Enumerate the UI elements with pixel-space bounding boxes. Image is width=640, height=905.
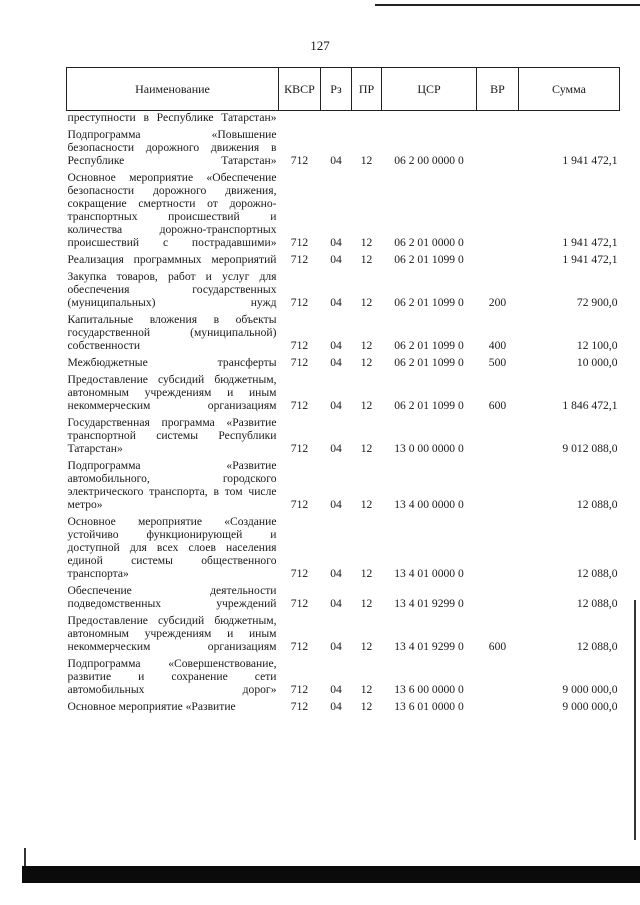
cell-name: Предоставление субсидий бюджетным, автономным учреждениям и иным некоммерческим организациям	[67, 614, 277, 653]
cell-pr: 12	[360, 498, 373, 511]
table-row	[67, 699, 620, 716]
cell-sum: 12 100,0	[576, 339, 618, 352]
cell-pr: 12	[360, 567, 373, 580]
cell-vr	[477, 127, 519, 170]
scan-artifact-right-line	[634, 600, 636, 840]
cell-rz: 04	[330, 442, 342, 455]
cell-name: Основное мероприятие «Развитие	[67, 700, 236, 713]
table-row	[67, 514, 620, 583]
cell-rz: 04	[330, 567, 342, 580]
cell-sum: 72 900,0	[576, 296, 618, 309]
cell-csr: 13 4 01 9299 0	[394, 597, 464, 610]
cell-kvsr: 712	[290, 236, 309, 249]
table-row	[67, 269, 620, 312]
cell-name: Государственная программа «Развитие транспортной системы Республики Татарстан»	[67, 416, 277, 455]
cell-vr	[477, 252, 519, 269]
table-row	[67, 656, 620, 699]
cell-pr: 12	[360, 253, 373, 266]
cell-name: Обеспечение деятельности подведомственных учреждений	[67, 584, 277, 610]
cell-sum: 1 941 472,1	[562, 253, 618, 266]
header-rz: Рз	[321, 68, 352, 111]
table-row	[67, 355, 620, 372]
cell-sum: 1 846 472,1	[562, 399, 618, 412]
cell-kvsr: 712	[290, 296, 309, 309]
cell-sum: 12 088,0	[576, 597, 618, 610]
cell-kvsr: 712	[290, 399, 309, 412]
cell-csr: 13 4 00 0000 0	[394, 498, 464, 511]
table-header-row	[67, 68, 620, 111]
cell-kvsr: 712	[290, 640, 309, 653]
cell-pr: 12	[360, 154, 373, 167]
cell-pr: 12	[360, 296, 373, 309]
table-row	[67, 372, 620, 415]
cell-kvsr: 712	[290, 154, 309, 167]
cell-csr: 13 6 00 0000 0	[394, 683, 464, 696]
table-row	[67, 170, 620, 252]
cell-pr: 12	[360, 356, 373, 369]
cell-csr: 06 2 00 0000 0	[394, 154, 464, 167]
table-row	[67, 415, 620, 458]
cell-vr	[477, 583, 519, 613]
cell-rz: 04	[330, 253, 342, 266]
cell-kvsr: 712	[290, 442, 309, 455]
table-row	[67, 613, 620, 656]
header-vr: ВР	[477, 68, 519, 111]
header-name: Наименование	[67, 68, 279, 111]
cell-vr	[477, 170, 519, 252]
cell-vr	[477, 415, 519, 458]
cell-sum: 9 000 000,0	[562, 683, 618, 696]
cell-rz: 04	[330, 597, 342, 610]
cell-vr: 500	[488, 356, 507, 369]
budget-table	[66, 67, 620, 716]
cell-csr	[382, 111, 477, 128]
cell-kvsr: 712	[290, 356, 309, 369]
table-row	[67, 312, 620, 355]
cell-name: Капитальные вложения в объекты государственной (муниципальной) собственности	[67, 313, 277, 352]
cell-rz: 04	[330, 236, 342, 249]
cell-sum: 12 088,0	[576, 498, 618, 511]
cell-sum	[519, 111, 620, 128]
cell-csr: 06 2 01 1099 0	[394, 339, 464, 352]
cell-rz: 04	[330, 399, 342, 412]
cell-pr: 12	[360, 640, 373, 653]
cell-rz: 04	[330, 154, 342, 167]
cell-name: Реализация программных мероприятий	[67, 253, 277, 266]
cell-pr: 12	[360, 339, 373, 352]
cell-sum: 9 012 088,0	[562, 442, 618, 455]
cell-rz: 04	[330, 356, 342, 369]
cell-vr: 600	[488, 399, 507, 412]
scan-artifact-left-edge	[24, 848, 26, 868]
cell-sum: 9 000 000,0	[562, 700, 618, 713]
cell-rz: 04	[330, 498, 342, 511]
cell-vr: 400	[488, 339, 507, 352]
cell-csr: 13 6 01 0000 0	[394, 700, 464, 713]
cell-rz	[321, 111, 352, 128]
cell-kvsr: 712	[290, 339, 309, 352]
cell-csr: 06 2 01 1099 0	[394, 399, 464, 412]
table-row	[67, 458, 620, 514]
cell-kvsr: 712	[290, 567, 309, 580]
cell-pr: 12	[360, 236, 373, 249]
cell-name: Межбюджетные трансферты	[67, 356, 277, 369]
cell-rz: 04	[330, 683, 342, 696]
cell-name: Закупка товаров, работ и услуг для обеспечения государственных (муниципальных) нужд	[67, 270, 277, 309]
cell-csr: 13 4 01 0000 0	[394, 567, 464, 580]
cell-kvsr: 712	[290, 683, 309, 696]
table-row	[67, 127, 620, 170]
cell-csr: 06 2 01 1099 0	[394, 253, 464, 266]
cell-vr: 200	[488, 296, 507, 309]
cell-vr	[477, 514, 519, 583]
cell-pr	[352, 111, 382, 128]
cell-vr	[477, 699, 519, 716]
cell-sum: 10 000,0	[576, 356, 618, 369]
cell-name: Подпрограмма «Совершенствование, развитие и сохранение сети автомобильных дорог»	[67, 657, 277, 696]
page-number: 127	[310, 38, 330, 53]
cell-kvsr: 712	[290, 597, 309, 610]
cell-kvsr	[279, 111, 321, 128]
cell-rz: 04	[330, 339, 342, 352]
cell-kvsr: 712	[290, 700, 309, 713]
cell-vr	[477, 458, 519, 514]
header-kvsr: КВСР	[279, 68, 321, 111]
table-row	[67, 111, 620, 128]
table-row	[67, 583, 620, 613]
cell-pr: 12	[360, 700, 373, 713]
header-sum: Сумма	[519, 68, 620, 111]
cell-name: Основное мероприятие «Создание устойчиво функционирующей и доступной для всех слоев населения единой системы общественного транспорта»	[67, 515, 277, 580]
cell-rz: 04	[330, 296, 342, 309]
cell-name: Предоставление субсидий бюджетным, автономным учреждениям и иным некоммерческим организациям	[67, 373, 277, 412]
cell-csr: 06 2 01 1099 0	[394, 356, 464, 369]
table-body	[67, 111, 620, 717]
cell-pr: 12	[360, 597, 373, 610]
table-row	[67, 252, 620, 269]
cell-pr: 12	[360, 399, 373, 412]
cell-name: Подпрограмма «Развитие автомобильного, городского электрического транспорта, в том числе метро»	[67, 459, 277, 511]
cell-sum: 12 088,0	[576, 567, 618, 580]
cell-csr: 13 0 00 0000 0	[394, 442, 464, 455]
cell-vr	[477, 111, 519, 128]
cell-pr: 12	[360, 442, 373, 455]
cell-sum: 1 941 472,1	[562, 236, 618, 249]
cell-csr: 06 2 01 1099 0	[394, 296, 464, 309]
cell-name: Подпрограмма «Повышение безопасности дорожного движения в Республике Татарстан»	[67, 128, 277, 167]
cell-rz: 04	[330, 700, 342, 713]
scan-artifact-bottom-bar	[22, 866, 640, 883]
header-csr: ЦСР	[382, 68, 477, 111]
cell-vr	[477, 656, 519, 699]
cell-sum: 1 941 472,1	[562, 154, 618, 167]
cell-kvsr: 712	[290, 253, 309, 266]
cell-sum: 12 088,0	[576, 640, 618, 653]
cell-pr: 12	[360, 683, 373, 696]
cell-name: преступности в Республике Татарстан»	[67, 111, 277, 124]
cell-rz: 04	[330, 640, 342, 653]
cell-name: Основное мероприятие «Обеспечение безопасности дорожного движения, сокращение смертности от дорожно-транспортных происшествий и количества дорожно-транспортных происшествий с пострадавшими»	[67, 171, 277, 249]
cell-csr: 13 4 01 9299 0	[394, 640, 464, 653]
scan-artifact-top-line	[375, 4, 640, 6]
cell-vr: 600	[488, 640, 507, 653]
cell-csr: 06 2 01 0000 0	[394, 236, 464, 249]
cell-kvsr: 712	[290, 498, 309, 511]
header-pr: ПР	[352, 68, 382, 111]
